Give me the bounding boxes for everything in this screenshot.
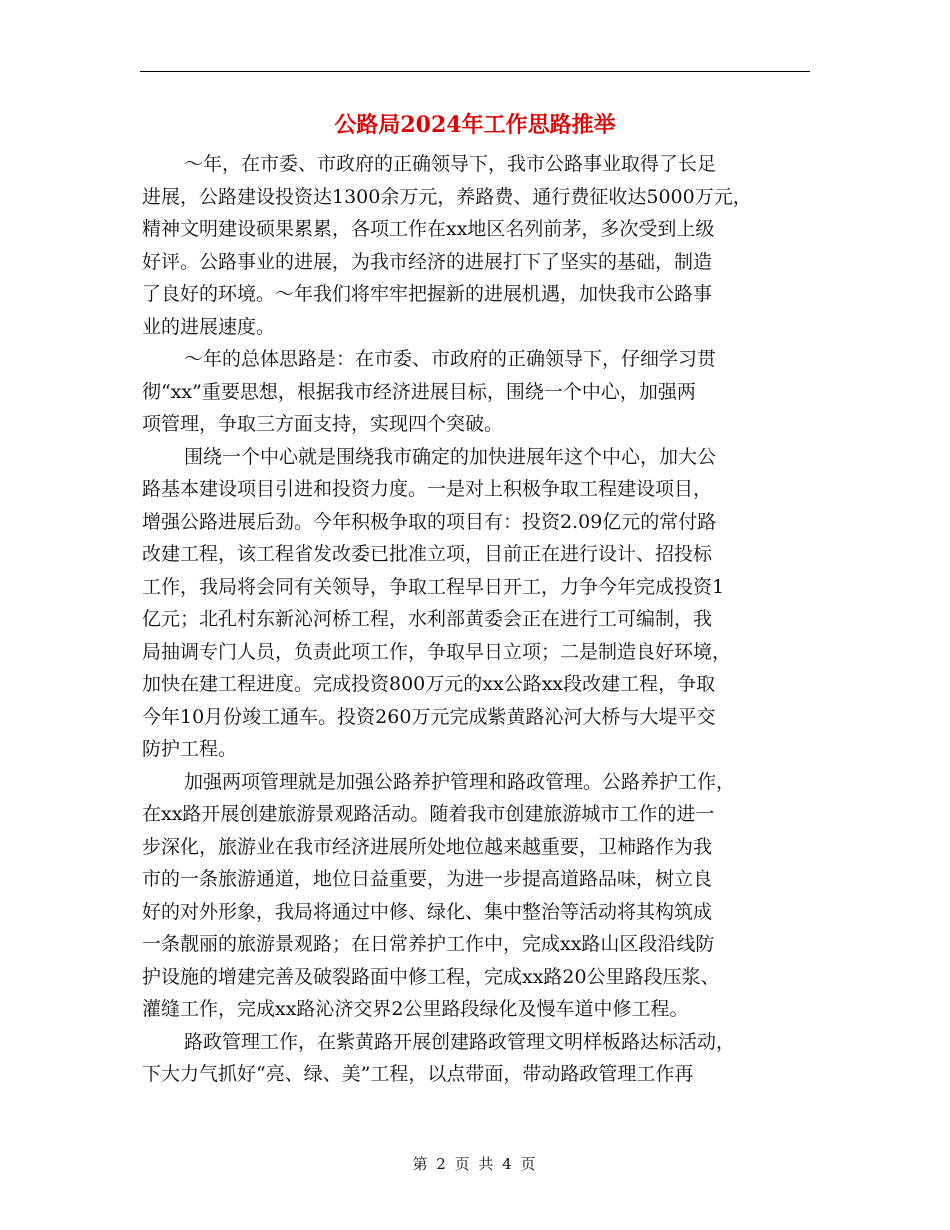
paragraph-line: 改建工程，该工程省发改委已批准立项，目前正在进行设计、招投标 bbox=[142, 543, 713, 565]
paragraph-line: 好的对外形象，我局将通过中修、绿化、集中整治等活动将其构筑成 bbox=[142, 900, 713, 923]
paragraph-first-line: 加强两项管理就是加强公路养护管理和路政管理。公路养护工作， bbox=[184, 770, 736, 793]
paragraph-line: 亿元；北孔村东新沁河桥工程，水利部黄委会正在进行工可编制，我 bbox=[142, 608, 713, 630]
paragraph-line: 了良好的环境。～年我们将牢牢把握新的进展机遇，加快我市公路事 bbox=[142, 283, 713, 305]
paragraph-first-line: ～年，在市委、市政府的正确领导下，我市公路事业取得了长足 bbox=[184, 153, 717, 175]
paragraph-line: 业的进展速度。 bbox=[142, 315, 276, 338]
paragraph-line: 增强公路进展后劲。今年积极争取的项目有：投资2.09亿元的常付路 bbox=[142, 510, 717, 533]
paragraph-line: 护设施的增建完善及破裂路面中修工程，完成xx路20公里路段压浆、 bbox=[142, 965, 720, 988]
paragraph-line: 工作，我局将会同有关领导，争取工程早日开工，力争今年完成投资1 bbox=[142, 575, 725, 598]
paragraph-line: 加快在建工程进度。完成投资800万元的xx公路xx段改建工程，争取 bbox=[142, 673, 716, 695]
paragraph-first-line: 路政管理工作，在紫黄路开展创建路政管理文明样板路达标活动， bbox=[184, 1030, 736, 1053]
paragraph-line: 灌缝工作，完成xx路沁济交界2公里路段绿化及慢车道中修工程。 bbox=[142, 998, 689, 1020]
paragraph-line: 下大力气抓好“亮、绿、美”工程，以点带面，带动路政管理工作再 bbox=[142, 1063, 694, 1085]
paragraph-line: 项管理，争取三方面支持，实现四个突破。 bbox=[142, 413, 504, 435]
paragraph-line: 一条靓丽的旅游景观路；在日常养护工作中，完成xx路山区段沿线防 bbox=[142, 933, 715, 955]
paragraph-line: 防护工程。 bbox=[142, 738, 238, 760]
paragraph-line: 好评。公路事业的进展，为我市经济的进展打下了坚实的基础，制造 bbox=[142, 250, 713, 273]
paragraph-line: 进展，公路建设投资达1300余万元，养路费、通行费征收达5000万元， bbox=[142, 185, 752, 208]
page-footer: 第 2 页 共 4 页 bbox=[412, 1155, 538, 1173]
document-body bbox=[142, 148, 822, 1091]
paragraph-line: 局抽调专门人员，负责此项工作，争取早日立项；二是制造良好环境， bbox=[142, 640, 732, 663]
paragraph-first-line: 围绕一个中心就是围绕我市确定的加快进展年这个中心，加大公 bbox=[184, 445, 717, 468]
paragraph-line: 市的一条旅游通道，地位日益重要，为进一步提高道路品味，树立良 bbox=[142, 868, 713, 890]
paragraph-line: 步深化，旅游业在我市经济进展所处地位越来越重要，卫柿路作为我 bbox=[142, 835, 713, 858]
document-title: 公路局2024年工作思路推举 bbox=[334, 112, 616, 138]
header-rule bbox=[140, 71, 810, 72]
paragraph-line: 路基本建设项目引进和投资力度。一是对上积极争取工程建设项目， bbox=[142, 478, 713, 500]
paragraph-line: 在xx路开展创建旅游景观路活动。随着我市创建旅游城市工作的进一 bbox=[142, 803, 715, 825]
paragraph-line: 彻“xx”重要思想，根据我市经济进展目标，围绕一个中心，加强两 bbox=[142, 380, 696, 403]
paragraph-line: 今年10月份竣工通车。投资260万元完成紫黄路沁河大桥与大堤平交 bbox=[142, 705, 716, 728]
paragraph-first-line: ～年的总体思路是：在市委、市政府的正确领导下，仔细学习贯 bbox=[184, 348, 717, 370]
paragraph-line: 精神文明建设硕果累累，各项工作在xx地区名列前茅，多次受到上级 bbox=[142, 218, 715, 240]
